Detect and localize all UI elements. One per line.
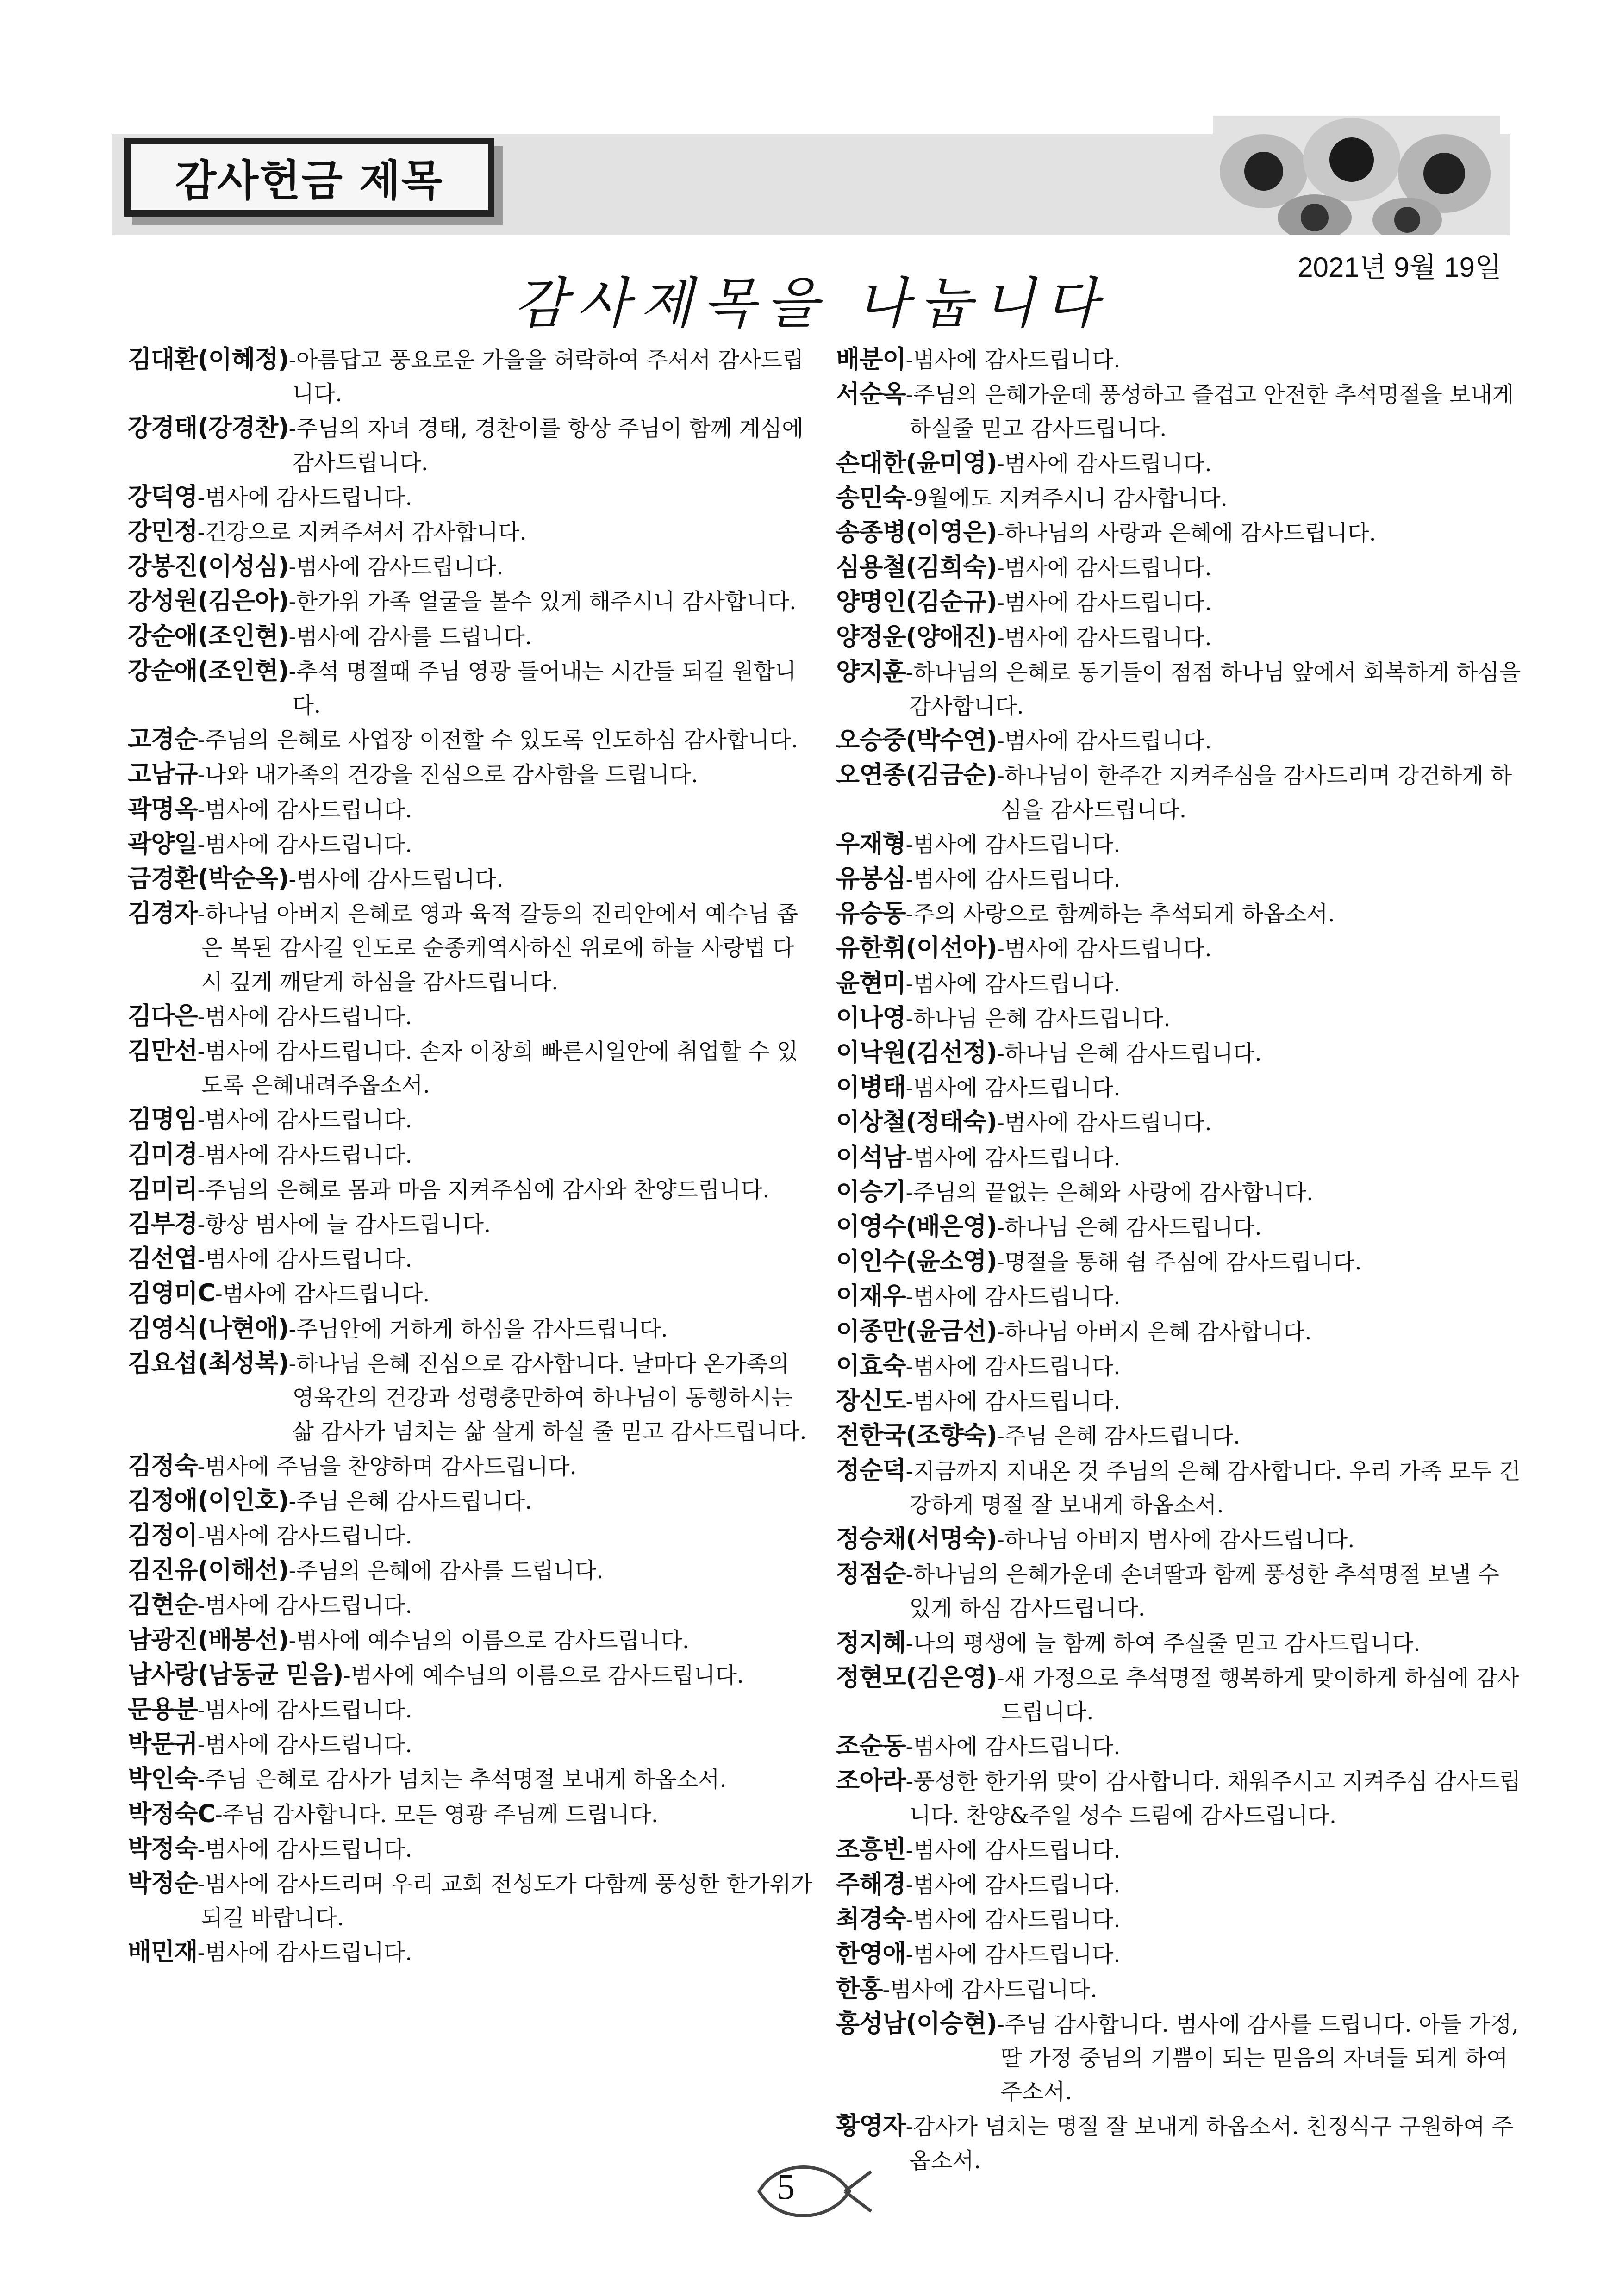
thanks-entry [836, 758, 1521, 827]
donor-name: 배분이 [836, 345, 906, 373]
thanks-entry [128, 1727, 813, 1762]
thanks-text: -범사에 감사드립니다. [905, 1353, 1121, 1380]
thanks-entry [836, 1833, 1521, 1867]
thanks-entry [836, 1419, 1521, 1453]
thanks-entry [128, 827, 813, 862]
donor-name: 오연종(김금순) [836, 761, 997, 790]
thanks-entry [836, 1454, 1521, 1522]
donor-name: 박정숙C [128, 1799, 215, 1828]
thanks-text: -범사에 감사드립니다. [997, 624, 1212, 651]
date-label: 2021년 9월 19일 [1298, 252, 1502, 283]
thanks-text: -범사에 감사드립니다. [997, 590, 1212, 616]
donor-name: 김명임 [128, 1105, 198, 1134]
thanks-entry [836, 966, 1521, 1001]
thanks-entry [128, 1692, 813, 1727]
donor-name: 정순덕 [836, 1456, 906, 1485]
donor-name: 유승동 [836, 899, 906, 928]
thanks-text: -범사에 감사드립니다. [197, 1940, 412, 1966]
thanks-text: -범사에 예수님의 이름으로 감사드립니다. [343, 1662, 744, 1688]
donor-name: 유봉심 [836, 865, 906, 893]
donor-name: 강경태(강경찬) [128, 414, 289, 442]
thanks-entry [128, 1138, 813, 1172]
donor-name: 김영식(나현애) [128, 1314, 289, 1343]
thanks-entry [836, 377, 1521, 446]
thanks-text: -9월에도 지켜주시니 감사합니다. [905, 485, 1228, 511]
donor-name: 이재우 [836, 1282, 906, 1311]
donor-name: 김정숙 [128, 1451, 198, 1480]
thanks-entry [836, 1349, 1521, 1384]
thanks-text: -범사에 감사드립니다. [905, 831, 1121, 858]
donor-name: 고경순 [128, 725, 198, 754]
donor-name: 김미리 [128, 1175, 198, 1203]
thanks-text: -범사에 예수님의 이름으로 감사드립니다. [288, 1627, 690, 1654]
donor-name: 조아라 [836, 1767, 906, 1795]
donor-name: 김정이 [128, 1521, 198, 1549]
donor-name: 강덕영 [128, 482, 198, 511]
thanks-text: -범사에 감사드립니다. [905, 1872, 1121, 1898]
thanks-text: -주님의 은혜가운데 풍성하고 즐겁고 안전한 추석명절을 보내게 하실줄 믿고 감사드립니다. [905, 382, 1514, 442]
donor-name: 강순애(조인현) [128, 656, 289, 685]
thanks-entry [128, 1623, 813, 1658]
thanks-entry [128, 480, 813, 515]
thanks-entry [836, 342, 1521, 377]
donor-name: 송종병(이영은) [836, 518, 997, 547]
thanks-text: -범사에 감사드립니다. [197, 831, 412, 858]
thanks-text: -범사에 감사드립니다. [905, 866, 1121, 893]
thanks-text: -하나님 아버지 은혜로 영과 육적 갈등의 진리안에서 예수님 좁은 복된 감사길 인도로 순종케역사하신 위로에 하늘 사랑법 다시 깊게 깨닫게 하심을 감사드립니다. [197, 901, 799, 995]
thanks-entry [128, 1797, 813, 1832]
donor-name: 한홍 [836, 1974, 883, 2003]
donor-name: 박정순 [128, 1869, 198, 1898]
page-number-badge [750, 2157, 875, 2226]
thanks-entry [836, 550, 1521, 585]
donor-name: 황영자 [836, 2112, 906, 2140]
thanks-entry [128, 1276, 813, 1311]
donor-name: 이석남 [836, 1143, 906, 1171]
sunflower-image [1213, 116, 1500, 235]
donor-name: 송민숙 [836, 483, 906, 512]
thanks-text: -범사에 감사드립니다. [905, 1388, 1121, 1415]
thanks-entry [128, 1553, 813, 1588]
donor-name: 조흥빈 [836, 1835, 906, 1864]
donor-name: 이병태 [836, 1073, 906, 1102]
donor-name: 양지훈 [836, 657, 906, 686]
thanks-entry [836, 1279, 1521, 1314]
thanks-text: -나의 평생에 늘 함께 하여 주실줄 믿고 감사드립니다. [905, 1630, 1421, 1656]
thanks-text: -주님 은혜 감사드립니다. [997, 1423, 1241, 1450]
thanks-text: -하나님이 한주간 지켜주심을 감사드리며 강건하게 하심을 감사드립니다. [997, 763, 1512, 823]
thanks-entry [836, 1729, 1521, 1764]
thanks-entry [836, 1105, 1521, 1140]
thanks-text: -범사에 감사드립니다. [905, 1284, 1121, 1310]
donor-name: 곽양일 [128, 829, 198, 858]
thanks-entry [836, 1867, 1521, 1902]
donor-name: 이상철(정태숙) [836, 1108, 997, 1137]
thanks-text: -주님 은혜 감사드립니다. [288, 1488, 532, 1514]
thanks-entry [836, 446, 1521, 481]
thanks-text: -범사에 감사드립니다. [905, 1907, 1121, 1933]
thanks-entry [128, 1242, 813, 1276]
thanks-entry [836, 655, 1521, 723]
donor-name: 김진유(이해선) [128, 1556, 289, 1585]
donor-name: 배민재 [128, 1938, 198, 1966]
thanks-text: -주님의 은혜로 사업장 이전할 수 있도록 인도하심 감사합니다. [197, 727, 799, 753]
thanks-entry [128, 722, 813, 757]
thanks-entry [836, 585, 1521, 620]
page-title: 감사헌금 제목 [175, 156, 443, 205]
thanks-entry [836, 827, 1521, 862]
thanks-text: -범사에 감사드립니다. [905, 1075, 1121, 1101]
donor-name: 우재형 [836, 829, 906, 858]
donor-name: 이낙원(김선정) [836, 1039, 997, 1067]
donor-name: 김미경 [128, 1140, 198, 1169]
donor-name: 양명인(김순규) [836, 588, 997, 616]
donor-name: 문용분 [128, 1695, 198, 1724]
thanks-entry [836, 1937, 1521, 1972]
donor-name: 강민정 [128, 517, 198, 546]
thanks-entry [128, 896, 813, 999]
thanks-entry [836, 516, 1521, 550]
thanks-text: -하나님의 은혜가운데 손녀딸과 함께 풍성한 추석명절 보낼 수 있게 하심 감사드립니다. [905, 1562, 1499, 1622]
donor-name: 장신도 [836, 1387, 906, 1415]
thanks-entry [128, 792, 813, 827]
donor-name: 김요섭(최성복) [128, 1349, 289, 1377]
thanks-entry [128, 515, 813, 549]
thanks-entry [128, 619, 813, 654]
thanks-entry [836, 723, 1521, 758]
donor-name: 윤현미 [836, 969, 906, 997]
thanks-text: -범사에 감사드립니다. [197, 1107, 412, 1133]
thanks-text: -범사에 감사드립니다. [905, 347, 1121, 373]
thanks-text: -주님 은혜로 감사가 넘치는 추석명절 보내게 하옵소서. [197, 1767, 727, 1793]
page-number: 5 [777, 2166, 795, 2207]
donor-name: 강순애(조인현) [128, 622, 289, 650]
donor-name: 김다은 [128, 1002, 198, 1030]
thanks-entry [128, 1312, 813, 1346]
thanks-text: -주님의 은혜로 몸과 마음 지켜주심에 감사와 찬양드립니다. [197, 1176, 770, 1203]
thanks-text: -하나님 아버지 범사에 감사드립니다. [997, 1526, 1355, 1553]
thanks-text: -범사에 감사드립니다. 손자 이창희 빠른시일안에 취업할 수 있도록 은혜내려주옵소서. [197, 1039, 799, 1099]
donor-name: 김부경 [128, 1210, 198, 1238]
thanks-entry [128, 1518, 813, 1553]
thanks-text: -감사가 넘치는 명절 잘 보내게 하옵소서. 친정식구 구원하여 주옵소서. [905, 2114, 1514, 2174]
donor-name: 김선엽 [128, 1244, 198, 1273]
thanks-text: -아름답고 풍요로운 가을을 허락하여 주셔서 감사드립니다. [288, 347, 804, 407]
thanks-text: -범사에 감사드립니다. [197, 1593, 412, 1619]
thanks-text: -범사에 감사드립니다. [197, 796, 412, 823]
donor-name: 강성원(김은아) [128, 587, 289, 616]
thanks-text: -하나님 은혜 감사드립니다. [997, 1214, 1262, 1241]
thanks-text: -범사에 감사드립니다. [905, 1734, 1121, 1760]
thanks-text: -범사에 감사드립니다. [997, 936, 1212, 962]
donor-name: 유한휘(이선아) [836, 934, 997, 963]
thanks-entry [836, 481, 1521, 516]
thanks-entry [836, 931, 1521, 966]
thanks-entry [836, 1661, 1521, 1729]
thanks-entry [128, 1867, 813, 1935]
title-box [124, 138, 494, 217]
donor-name: 이효숙 [836, 1351, 906, 1380]
thanks-entry [836, 1314, 1521, 1349]
donor-name: 오승중(박수연) [836, 726, 997, 755]
donor-name: 심용철(김희숙) [836, 553, 997, 582]
donor-name: 박정숙 [128, 1834, 198, 1863]
thanks-text: -주의 사랑으로 함께하는 추석되게 하옵소서. [905, 901, 1335, 927]
donor-name: 정현모(김은영) [836, 1663, 997, 1692]
thanks-text: -범사에 감사드립니다. [197, 1003, 412, 1030]
thanks-entry [128, 654, 813, 722]
donor-name: 박문귀 [128, 1730, 198, 1759]
thanks-text: -범사에 감사드립니다. [197, 1246, 412, 1273]
donor-name: 박인숙 [128, 1765, 198, 1793]
thanks-entry [836, 1070, 1521, 1105]
donor-name: 김대환(이혜정) [128, 345, 289, 373]
thanks-entry [128, 999, 813, 1034]
thanks-entry [836, 1384, 1521, 1419]
donor-name: 손대한(윤미영) [836, 448, 997, 477]
thanks-text: -풍성한 한가위 맞이 감사합니다. 채워주시고 지켜주심 감사드립니다. 찬양&주일 성수 드림에 감사드립니다. [905, 1768, 1521, 1829]
donor-name: 전한국(조향숙) [836, 1421, 997, 1450]
thanks-entry [128, 862, 813, 896]
thanks-entry [128, 411, 813, 479]
thanks-text: -지금까지 지내온 것 주님의 은혜 감사합니다. 우리 가족 모두 건강하게 명절 잘 보내게 하옵소서. [905, 1458, 1521, 1518]
donor-name: 이종만(윤금선) [836, 1317, 997, 1345]
thanks-entry [128, 1207, 813, 1242]
thanks-text: -범사에 감사드립니다. [882, 1976, 1098, 2003]
thanks-text: -범사에 감사드립니다. [905, 1837, 1121, 1863]
thanks-entry [836, 1764, 1521, 1832]
thanks-text: -주님의 은혜에 감사를 드립니다. [288, 1558, 604, 1584]
thanks-text: -범사에 감사드립니다. [997, 1110, 1212, 1136]
donor-name: 강봉진(이성심) [128, 552, 289, 581]
donor-name: 김만선 [128, 1037, 198, 1065]
thanks-text: -하나님 은혜 감사드립니다. [997, 1040, 1262, 1067]
thanks-text: -하나님의 사랑과 은혜에 감사드립니다. [997, 520, 1376, 547]
thanks-entry [128, 1832, 813, 1867]
donor-name: 김영미C [128, 1279, 215, 1308]
donor-name: 김현순 [128, 1591, 198, 1619]
donor-name: 양정운(양애진) [836, 622, 997, 651]
donor-name: 정점순 [836, 1560, 906, 1588]
donor-name: 이승기 [836, 1177, 906, 1206]
donor-name: 김경자 [128, 899, 198, 928]
donor-name: 고남규 [128, 760, 198, 789]
donor-name: 서순옥 [836, 380, 906, 409]
thanks-entry [836, 620, 1521, 655]
thanks-text: -새 가정으로 추석명절 행복하게 맞이하게 하심에 감사드립니다. [997, 1665, 1519, 1725]
thanks-entry [836, 1175, 1521, 1210]
thanks-entry [836, 1036, 1521, 1070]
thanks-text: -범사에 감사드립니다. [197, 1142, 412, 1168]
thanks-entry [128, 1034, 813, 1102]
thanks-entry [128, 549, 813, 584]
thanks-entry [836, 1557, 1521, 1625]
thanks-text: -추석 명절때 주님 영광 들어내는 시간들 되길 원합니다. [288, 658, 797, 719]
thanks-entry [836, 1001, 1521, 1036]
fish-icon [750, 2157, 875, 2226]
thanks-text: -범사에 감사드립니다. [905, 1941, 1121, 1968]
donor-name: 최경숙 [836, 1905, 906, 1934]
donor-name: 한영애 [836, 1940, 906, 1968]
thanks-text: -범사에 감사를 드립니다. [288, 623, 532, 650]
thanks-entry [128, 757, 813, 792]
thanks-entry [128, 1484, 813, 1518]
donor-name: 이인수(윤소영) [836, 1247, 997, 1276]
thanks-entry [836, 896, 1521, 931]
thanks-text: -범사에 감사드립니다. [288, 554, 504, 580]
thanks-text: -하나님 은혜 감사드립니다. [905, 1005, 1171, 1032]
thanks-entry [128, 1172, 813, 1207]
thanks-text: -범사에 감사드립니다. [905, 1145, 1121, 1171]
donor-name: 주해경 [836, 1870, 906, 1898]
donor-name: 정지혜 [836, 1628, 906, 1657]
thanks-entry [836, 1140, 1521, 1175]
thanks-entry [836, 2007, 1521, 2109]
thanks-text: -항상 범사에 늘 감사드립니다. [197, 1212, 491, 1238]
donor-name: 이영수(배은영) [836, 1213, 997, 1241]
right-column [836, 342, 1521, 2178]
thanks-text: -건강으로 지켜주셔서 감사합니다. [197, 519, 527, 546]
thanks-text: -주님안에 거하게 하심을 감사드립니다. [288, 1316, 668, 1342]
donor-name: 남광진(배봉선) [128, 1625, 289, 1654]
left-column [128, 342, 813, 1970]
thanks-text: -하나님의 은혜로 동기들이 점점 하나님 앞에서 회복하게 하심을 감사합니다. [905, 659, 1521, 720]
donor-name: 이나영 [836, 1003, 906, 1032]
thanks-text: -범사에 감사드립니다. [997, 450, 1212, 477]
thanks-text: -범사에 감사드립니다. [197, 1836, 412, 1862]
thanks-text: -범사에 주님을 찬양하며 감사드립니다. [197, 1453, 577, 1480]
thanks-entry [836, 1972, 1521, 2007]
thanks-text: -주님 감사합니다. 범사에 감사를 드립니다. 아들 가정, 딸 가정 중님의 기쁨이 되는 믿음의 자녀들 되게 하여주소서. [997, 2011, 1519, 2105]
thanks-entry [836, 862, 1521, 896]
thanks-entry [128, 1449, 813, 1484]
thanks-entry [128, 1102, 813, 1137]
donor-name: 곽명옥 [128, 795, 198, 823]
thanks-entry [836, 1902, 1521, 1937]
thanks-text: -주님의 끝없는 은혜와 사랑에 감사합니다. [905, 1179, 1314, 1206]
donor-name: 금경환(박순옥) [128, 865, 289, 893]
thanks-text: -범사에 감사드립니다. [288, 866, 504, 893]
thanks-text: -명절을 통해 쉼 주심에 감사드립니다. [997, 1249, 1362, 1276]
thanks-text: -한가위 가족 얼굴을 볼수 있게 해주시니 감사합니다. [288, 589, 797, 615]
thanks-text: -범사에 감사드립니다. [197, 484, 412, 510]
thanks-entry [836, 2109, 1521, 2178]
thanks-text: -범사에 감사드립니다. [215, 1281, 430, 1307]
thanks-text: -나와 내가족의 건강을 진심으로 감사함을 드립니다. [197, 762, 699, 788]
donor-name: 조순동 [836, 1732, 906, 1761]
thanks-entry [128, 1762, 813, 1797]
section-subtitle: 감사제목을 나눕니다 [514, 271, 1108, 335]
thanks-entry [836, 1244, 1521, 1279]
thanks-text: -주님의 자녀 경태, 경찬이를 항상 주님이 함께 계심에 감사드립니다. [288, 416, 804, 476]
donor-name: 남사랑(남동균 믿음) [128, 1660, 343, 1689]
thanks-entry [128, 1658, 813, 1692]
donor-name: 홍성남(이승현) [836, 2009, 997, 2038]
donor-name: 정승채(서명숙) [836, 1524, 997, 1553]
thanks-text: -하나님 아버지 은혜 감사합니다. [997, 1319, 1312, 1345]
donor-name: 김정애(이인호) [128, 1486, 289, 1515]
thanks-entry [128, 584, 813, 619]
thanks-entry [128, 1588, 813, 1623]
thanks-entry [836, 1210, 1521, 1244]
thanks-text: -범사에 감사드립니다. [197, 1697, 412, 1723]
thanks-entry [836, 1626, 1521, 1661]
thanks-text: -범사에 감사드립니다. [197, 1732, 412, 1758]
thanks-text: -범사에 감사드립니다. [905, 971, 1121, 997]
thanks-text: -범사에 감사드립니다. [197, 1523, 412, 1549]
thanks-entry [836, 1522, 1521, 1557]
thanks-text: -범사에 감사드립니다. [997, 555, 1212, 581]
thanks-text: -범사에 감사드립니다. [997, 728, 1212, 754]
thanks-text: -하나님 은혜 진심으로 감사합니다. 날마다 온가족의 영육간의 건강과 성령충만하여 하나님이 동행하시는 삶 감사가 넘치는 삶 살게 하실 줄 믿고 감사드립니다. [288, 1350, 807, 1445]
thanks-text: -범사에 감사드리며 우리 교회 전성도가 다함께 풍성한 한가위가 되길 바랍니다. [197, 1871, 813, 1931]
thanks-entry [128, 342, 813, 411]
thanks-entry [128, 1935, 813, 1970]
thanks-text: -주님 감사합니다. 모든 영광 주님께 드립니다. [215, 1801, 659, 1828]
thanks-entry [128, 1346, 813, 1449]
